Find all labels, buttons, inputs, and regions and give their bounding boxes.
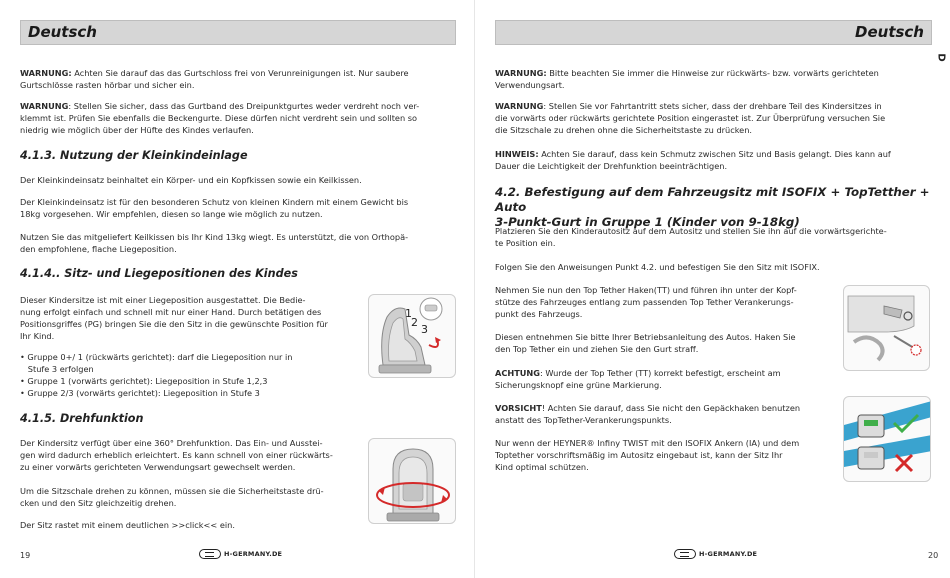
warning-direction xyxy=(495,67,935,91)
list-item: • Gruppe 1 (vorwärts gerichtet): Liegeposition in Stufe 1,2,3 xyxy=(20,376,268,386)
brand-logo xyxy=(674,548,757,560)
note-label: HINWEIS: xyxy=(495,149,539,159)
logo-text: H-GERMANY.DE xyxy=(699,550,758,558)
paragraph-insert-contents: Der Kleinkindeinsatz beinhaltet ein Körper- und ein Kopfkissen sowie ein Keilkissen. xyxy=(20,175,362,185)
list-item: Stufe 3 erfolgen xyxy=(20,364,94,374)
text-line: Kind optimal schützen. xyxy=(495,462,589,472)
warning-label: WARNUNG: xyxy=(495,68,547,78)
text-line: Sicherungsknopf eine grüne Markierung. xyxy=(495,380,662,390)
attention-green-marker xyxy=(495,367,835,391)
right-header-title: Deutsch xyxy=(855,23,924,41)
text-line: zu einer vorwärts gerichteten Verwendungsart gewechselt werden. xyxy=(20,462,296,472)
text-line: cken und den Sitz gleichzeitig drehen. xyxy=(20,498,177,508)
paragraph-click: Der Sitz rastet mit einem deutlichen >>click<< ein. xyxy=(20,520,235,530)
warning-label: WARNUNG xyxy=(495,101,544,111)
list-item: • Gruppe 0+/ 1 (rückwärts gerichtet): darf die Liegeposition nur in xyxy=(20,352,293,362)
position-label: 1 xyxy=(405,307,412,320)
text-line: Nur wenn der HEYNER® Infiny TWIST mit den ISOFIX Ankern (IA) und dem xyxy=(495,438,800,448)
text-line: Bitte beachten Sie immer die Hinweise zur rückwärts- bzw. vorwärts gerichteten xyxy=(546,68,879,78)
text-line: Der Kleinkindeinsatz ist für den besonderen Schutz von kleinen Kindern mit einem Gewicht bis xyxy=(20,197,409,207)
right-header-bar xyxy=(495,20,932,45)
top-tether-hook-illustration xyxy=(844,286,930,371)
text-line: : Stellen Sie sicher, dass das Gurtband des Dreipunktgurtes weder verdreht noch ver- xyxy=(68,101,420,111)
text-line: Dieser Kindersitze ist mit einer Liegeposition ausgestattet. Die Bedie- xyxy=(20,295,306,305)
note-dirt xyxy=(495,148,935,172)
paragraph-wedge-cushion xyxy=(20,231,460,255)
logo-text: H-GERMANY.DE xyxy=(224,550,283,558)
rotation-figure xyxy=(368,438,456,524)
heading-line: 3-Punkt-Gurt in Gruppe 1 (Kinder von 9-18kg) xyxy=(495,215,800,229)
text-line: : Stellen Sie vor Fahrtantritt stets sicher, dass der drehbare Teil des Kindersitzes in xyxy=(543,101,882,111)
left-header-title: Deutsch xyxy=(28,23,97,41)
text-line: Gurtschlösse rasten hörbar und sicher ein. xyxy=(20,80,195,90)
text-line: stütze des Fahrzeuges entlang zum passenden Top Tether Verankerungs- xyxy=(495,297,794,307)
left-header-bar xyxy=(20,20,456,45)
paragraph-rotation-button xyxy=(20,485,360,509)
text-line: Verwendungsart. xyxy=(495,80,565,90)
paragraph-rotation xyxy=(20,437,360,473)
list-item: • Gruppe 2/3 (vorwärts gerichtet): Liegeposition in Stufe 3 xyxy=(20,388,260,398)
text-line: Diesen entnehmen Sie bitte Ihrer Betriebsanleitung des Autos. Haken Sie xyxy=(495,332,796,342)
heading-line: 4.2. Befestigung auf dem Fahrzeugsitz mit ISOFIX + TopTetther + Auto xyxy=(495,185,930,214)
text-line: Der Kindersitz verfügt über eine 360° Drehfunktion. Das Ein- und Ausstei- xyxy=(20,438,323,448)
text-line: Nutzen Sie das mitgeliefert Keilkissen bis Ihr Kind 13kg wiegt. Es unterstützt, die von Orthopä- xyxy=(20,232,409,242)
text-line: nung erfolgt einfach und schnell mit nur einer Hand. Durch betätigen des xyxy=(20,307,322,317)
paragraph-insert-weight xyxy=(20,196,460,220)
text-line: Positionsgriffes (PG) bringen Sie die den Sitz in die gewünschte Position für xyxy=(20,319,328,329)
text-line: gen wird dadurch erheblich erleichtert. Es kann schnell von einer rückwärts- xyxy=(20,450,333,460)
text-line: Dauer die Leichtigkeit der Drehfunktion beeinträchtigen. xyxy=(495,161,728,171)
warning-label: WARNUNG: xyxy=(20,68,72,78)
warning-locked xyxy=(495,100,935,136)
page-number: 20 xyxy=(928,551,939,560)
text-line: klemmt ist. Prüfen Sie ebenfalls die Beckengurte. Diese dürfen nicht verdreht sein und sollten so xyxy=(20,113,418,123)
side-tab-letter: D xyxy=(935,53,947,62)
text-line: Nehmen Sie nun den Top Tether Haken(TT) und führen ihn unter der Kopf- xyxy=(495,285,797,295)
warning-buckle xyxy=(20,67,460,91)
heading-4-1-3: 4.1.3. Nutzung der Kleinkindeinlage xyxy=(20,149,248,162)
text-line: Um die Sitzschale drehen zu können, müssen sie die Sicherheitstaste drü- xyxy=(20,486,324,496)
text-line: 18kg vorgesehen. Wir empfehlen, diesen so lange wie möglich zu nutzen. xyxy=(20,209,323,219)
heading-4-2 xyxy=(495,185,935,230)
text-line: niedrig wie möglich über der Hüfte des Kindes verlaufen. xyxy=(20,125,254,135)
caution-label: VORSICHT xyxy=(495,403,542,413)
text-line: te Position ein. xyxy=(495,238,556,248)
paragraph-isofix: Folgen Sie den Anweisungen Punkt 4.2. und befestigen Sie den Sitz mit ISOFIX. xyxy=(495,262,820,272)
language-side-tab xyxy=(935,48,950,74)
position-label: 2 xyxy=(411,316,418,329)
paragraph-recline xyxy=(20,294,360,342)
text-line: Achten Sie darauf das das Gurtschloss frei von Verunreinigungen ist. Nur saubere xyxy=(71,68,409,78)
heading-4-1-5: 4.1.5. Drehfunktion xyxy=(20,412,144,425)
text-line: den Top Tether ein und ziehen Sie den Gurt straff. xyxy=(495,344,699,354)
text-line: : Wurde der Top Tether (TT) korrekt befestigt, erscheint am xyxy=(540,368,781,378)
text-line: ! Achten Sie darauf, dass Sie nicht den Gepäckhaken benutzen xyxy=(541,403,801,413)
attention-label: ACHTUNG xyxy=(495,368,541,378)
paragraph-place-seat xyxy=(495,225,935,249)
text-line: den empfohlene, flache Liegeposition. xyxy=(20,244,177,254)
paragraph-manual xyxy=(495,331,835,355)
heading-4-1-4: 4.1.4.. Sitz- und Liegepositionen des Kindes xyxy=(20,267,298,280)
text-line: Toptether vorschriftsmäßig im Autositz eingebaut ist, kann der Sitz Ihr xyxy=(495,450,783,460)
page-number: 19 xyxy=(20,551,31,560)
top-tether-figure xyxy=(843,285,930,371)
warning-belt xyxy=(20,100,460,136)
right-page xyxy=(475,0,950,578)
text-line: anstatt des TopTether-Verankerungspunkts. xyxy=(495,415,672,425)
recline-group-list xyxy=(20,351,360,399)
recline-figure xyxy=(368,294,456,378)
heyner-logo-icon xyxy=(199,549,221,559)
text-line: Achten Sie darauf, dass kein Schmutz zwischen Sitz und Basis gelangt. Dies kann auf xyxy=(538,149,891,159)
tether-indicator-illustration xyxy=(844,397,931,482)
paragraph-protection xyxy=(495,437,835,473)
paragraph-top-tether xyxy=(495,284,835,320)
tether-indicator-figure xyxy=(843,396,931,482)
caution-luggage-hook xyxy=(495,402,835,426)
heyner-logo-icon xyxy=(674,549,696,559)
text-line: punkt des Fahrzeugs. xyxy=(495,309,583,319)
text-line: die vorwärts oder rückwärts gerichtete Position eingerastet ist. Zur Überprüfung versuchen Sie xyxy=(495,113,886,123)
brand-logo xyxy=(199,548,282,560)
car-seat-rotation-illustration xyxy=(369,439,456,524)
text-line: Platzieren Sie den Kinderautositz auf dem Autositz und stellen Sie ihn auf die vorwärtsgerichte- xyxy=(495,226,887,236)
warning-label: WARNUNG xyxy=(20,101,69,111)
text-line: Ihr Kind. xyxy=(20,331,55,341)
car-seat-recline-illustration xyxy=(369,295,456,378)
position-label: 3 xyxy=(421,323,428,336)
text-line: die Sitzschale zu drehen ohne die Sicherheitstaste zu drücken. xyxy=(495,125,753,135)
